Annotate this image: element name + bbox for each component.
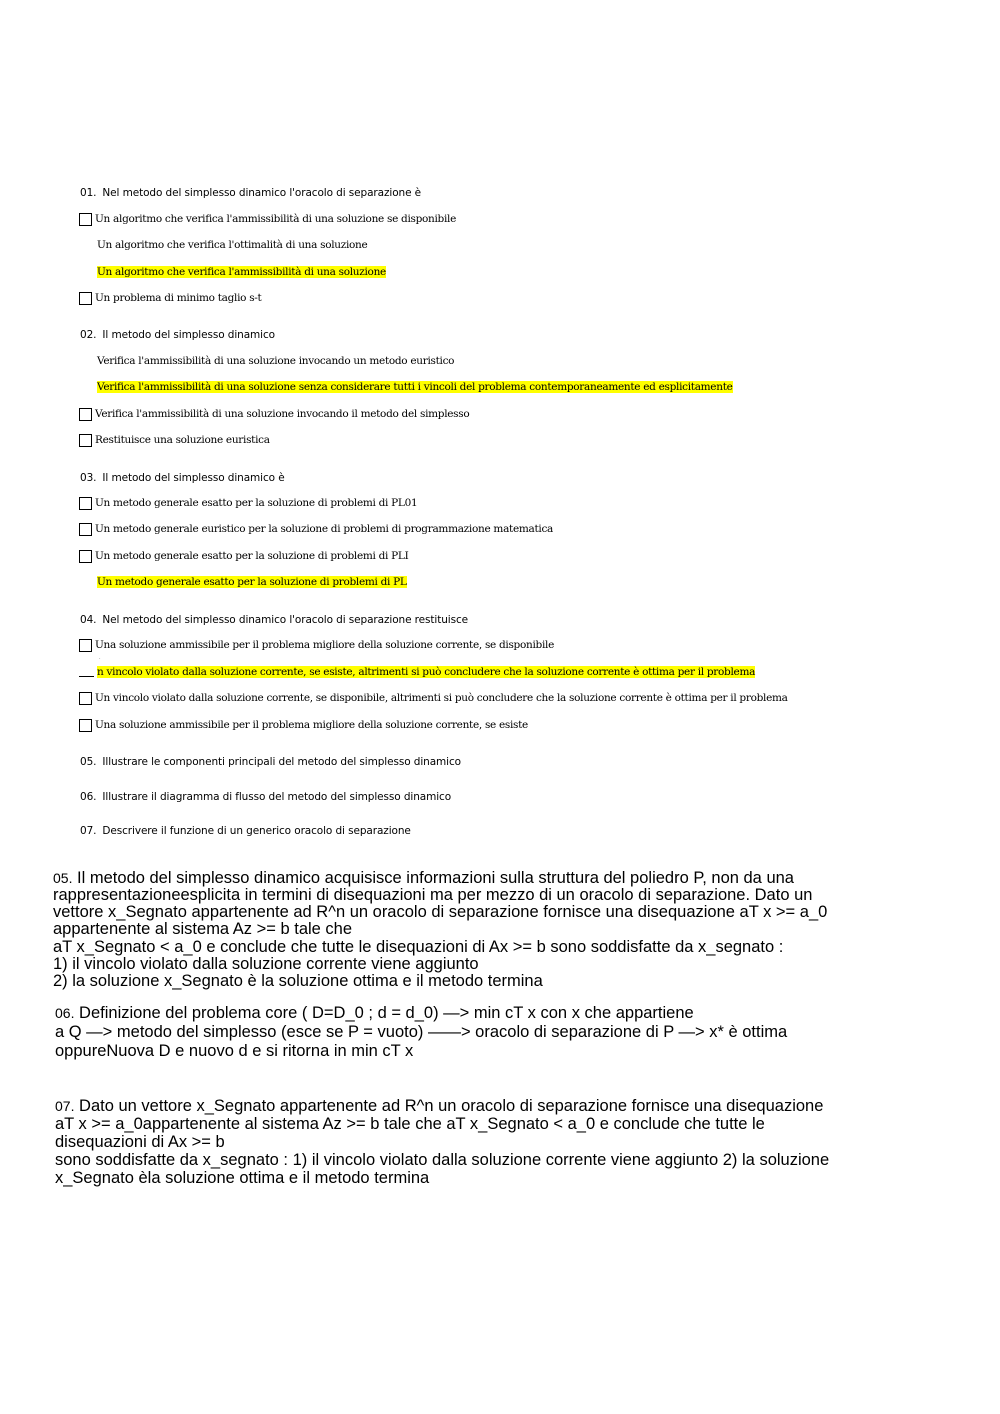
checkbox[interactable] [79,434,92,447]
question-02-title: 02. Il metodo del simplesso dinamico [80,329,275,341]
answer-05-line-2: rappresentazioneesplicita in termini di disequazioni ma per mezzo di un oracolo di separazione. Dato un [53,886,813,904]
answer-06-line-2: a Q —> metodo del simplesso (esce se P = vuoto) ——> oracolo di separazione di P —> x* è ottima [55,1023,788,1041]
question-05-title: 05. Illustrare le componenti principali del metodo del simplesso dinamico [80,756,461,768]
answer-06 [55,1004,787,1061]
question-03-option-d[interactable]: Un metodo generale esatto per la soluzione di problemi di PL [97,576,407,588]
question-03-option-b[interactable]: Un metodo generale euristico per la soluzione di problemi di programmazione matematica [79,521,553,537]
checkbox[interactable] [79,213,92,226]
question-01-option-d[interactable]: Un problema di minimo taglio s-t [79,290,261,306]
answer-05-line-6: 1) il vincolo violato dalla soluzione corrente viene aggiunto [53,955,479,973]
answer-07-line-5: x_Segnato èla soluzione ottima e il metodo termina [55,1169,430,1187]
blank-line [79,676,94,677]
question-02-option-b[interactable]: Verifica l'ammissibilità di una soluzione senza considerare tutti i vincoli del problema contemporaneamente ed esplicitamente [97,381,733,393]
question-07-title: 07. Descrivere il funzione di un generico oracolo di separazione [80,825,411,837]
question-03-option-a[interactable]: Un metodo generale esatto per la soluzione di problemi di PL01 [79,495,417,511]
question-02-option-c[interactable]: Verifica l'ammissibilità di una soluzione invocando il metodo del simplesso [79,406,469,422]
checkbox[interactable] [79,292,92,305]
checkbox[interactable] [79,408,92,421]
answer-07 [55,1097,829,1187]
question-01-title: 01. Nel metodo del simplesso dinamico l'oracolo di separazione è [80,187,422,199]
question-04-title: 04. Nel metodo del simplesso dinamico l'oracolo di separazione restituisce [80,614,469,626]
question-02-option-a[interactable]: Verifica l'ammissibilità di una soluzione invocando un metodo euristico [97,355,455,367]
checkbox[interactable] [79,719,92,732]
question-04-option-c[interactable]: Un vincolo violato dalla soluzione corrente, se disponibile, altrimenti si può concludere che la soluzione corrente è ottima per il problema [79,690,788,706]
answer-05 [53,870,827,990]
answer-06-line-1: 06. Definizione del problema core ( D=D_0 ; d = d_0) —> min cT x con x che appartiene [55,1004,694,1022]
checkbox[interactable] [79,550,92,563]
question-01-option-b[interactable]: Un algoritmo che verifica l'ottimalità di una soluzione [97,239,368,251]
checkbox[interactable] [79,692,92,705]
checkbox[interactable] [79,639,92,652]
checkbox[interactable] [79,497,92,510]
question-03-title: 03. Il metodo del simplesso dinamico è [80,472,285,484]
answer-05-line-5: aT x_Segnato < a_0 e conclude che tutte le disequazioni di Ax >= b sono soddisfatte da x_segnato : [53,938,784,956]
question-01-option-c[interactable]: Un algoritmo che verifica l'ammissibilità di una soluzione [97,266,386,278]
answer-07-line-2: aT x >= a_0appartenente al sistema Az >= b tale che aT x_Segnato < a_0 e conclude che tutte le [55,1115,765,1133]
question-03-option-c[interactable]: Un metodo generale esatto per la soluzione di problemi di PLI [79,548,408,564]
checkbox[interactable] [79,523,92,536]
answer-07-line-4: sono soddisfatte da x_segnato : 1) il vincolo violato dalla soluzione corrente viene aggiunto 2) la soluzione [55,1151,830,1169]
answer-07-line-3: disequazioni di Ax >= b [55,1133,225,1151]
question-04-option-b[interactable]: n vincolo violato dalla soluzione corrente, se esiste, altrimenti si può concludere che la soluzione corrente è ottima per il problema [97,666,756,678]
question-06-title: 06. Illustrare il diagramma di flusso del metodo del simplesso dinamico [80,791,452,803]
question-04-option-a[interactable]: Una soluzione ammissibile per il problema migliore della soluzione corrente, se disponibile [79,637,554,653]
question-01-option-a[interactable]: Un algoritmo che verifica l'ammissibilità di una soluzione se disponibile [79,211,456,227]
question-02-option-d[interactable]: Restituisce una soluzione euristica [79,432,270,448]
answer-05-line-7: 2) la soluzione x_Segnato è la soluzione ottima e il metodo termina [53,972,543,990]
answer-06-line-3: oppureNuova D e nuovo d e si ritorna in min cT x [55,1042,414,1060]
answer-07-line-1: 07. Dato un vettore x_Segnato appartenente ad R^n un oracolo di separazione fornisce una disequazione [55,1097,824,1115]
stray-mark: · [99,656,101,662]
answer-05-line-1: 05. Il metodo del simplesso dinamico acquisisce informazioni sulla struttura del poliedro P, non da una [53,869,794,887]
question-04-option-d[interactable]: Una soluzione ammissibile per il problema migliore della soluzione corrente, se esiste [79,717,528,733]
answer-05-line-3: vettore x_Segnato appartenente ad R^n un oracolo di separazione fornisce una disequazione aT x >= a_0 [53,903,828,921]
answer-05-line-4: appartenente al sistema Az >= b tale che [53,920,353,938]
